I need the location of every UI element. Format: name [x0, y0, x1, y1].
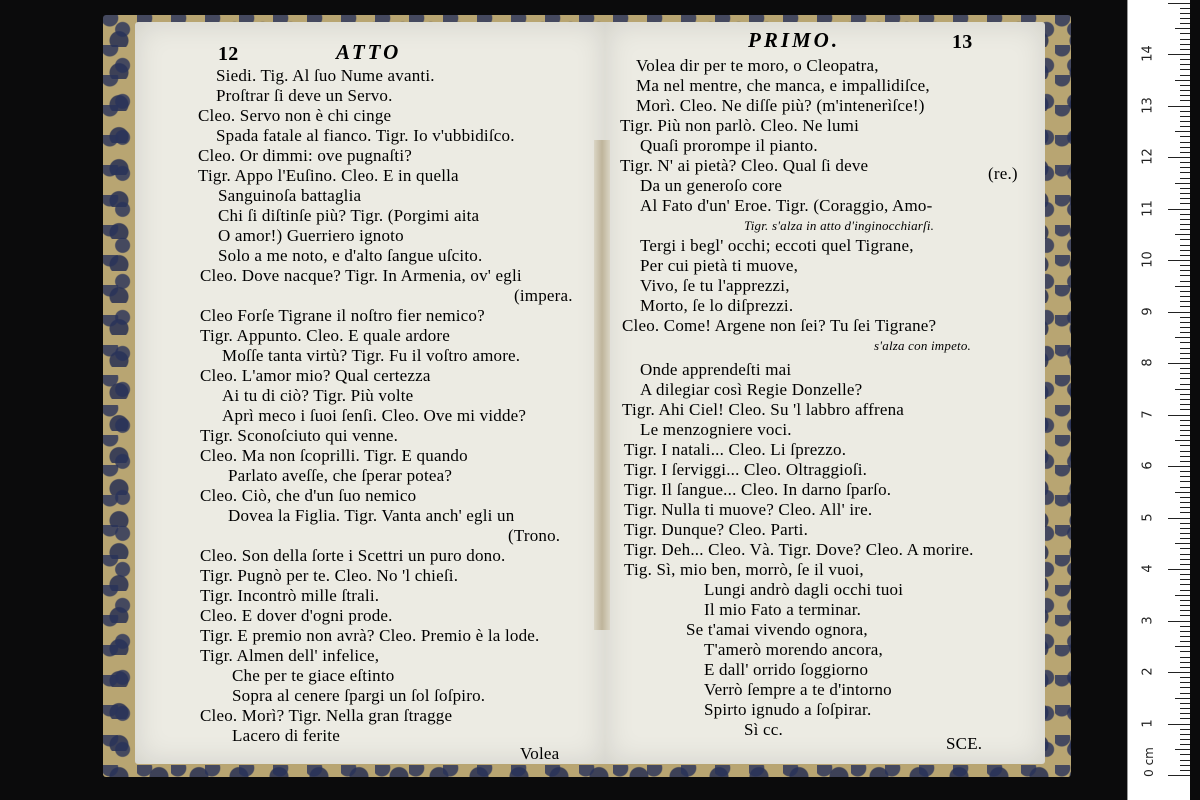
ruler-number: 4	[1140, 564, 1156, 573]
ruler-tick	[1180, 409, 1190, 410]
ruler-tick	[1180, 23, 1190, 24]
ruler-tick	[1180, 8, 1190, 9]
ruler-tick	[1180, 75, 1190, 76]
ruler-tick	[1180, 523, 1190, 524]
ruler-tick	[1180, 430, 1190, 431]
ruler-tick	[1175, 337, 1190, 338]
ruler-tick	[1180, 18, 1190, 19]
ruler-tick	[1180, 404, 1190, 405]
ruler-tick	[1180, 636, 1190, 637]
ruler-tick	[1180, 584, 1190, 585]
text-line: Tig. Sì, mio ben, morrò, ſe il vuoi,	[624, 560, 864, 579]
text-line: Tigr. Dunque? Cleo. Parti.	[624, 520, 809, 539]
ruler-tick	[1180, 564, 1190, 565]
text-line: Le menzogniere voci.	[640, 420, 792, 439]
ruler-tick	[1180, 610, 1190, 611]
ruler-tick	[1180, 59, 1190, 60]
ruler-tick	[1180, 245, 1190, 246]
text-line: (re.)	[988, 164, 1018, 183]
ruler-tick	[1180, 744, 1190, 745]
ruler-tick	[1180, 425, 1190, 426]
ruler-tick	[1180, 69, 1190, 70]
ruler-tick	[1180, 615, 1190, 616]
ruler-tick	[1180, 306, 1190, 307]
right-running-head: PRIMO.	[748, 28, 841, 52]
ruler-tick	[1180, 296, 1190, 297]
ruler-tick	[1180, 90, 1190, 91]
text-line: Tigr. Deh... Cleo. Và. Tigr. Dove? Cleo. A morire.	[624, 540, 974, 559]
text-line: Spirto ignudo a ſoſpirar.	[704, 700, 872, 719]
ruler-tick	[1180, 456, 1190, 457]
ruler-tick	[1180, 378, 1190, 379]
ruler-tick	[1180, 399, 1190, 400]
ruler-tick	[1180, 301, 1190, 302]
ruler-tick	[1180, 590, 1190, 591]
ruler-tick	[1180, 662, 1190, 663]
ruler-tick	[1180, 39, 1190, 40]
text-line: Tigr. Appunto. Cleo. E quale ardore	[200, 326, 451, 345]
ruler-tick	[1180, 579, 1190, 580]
ruler-tick	[1175, 80, 1190, 81]
text-line: Volea dir per te moro, o Cleopatra,	[636, 56, 879, 75]
text-line: Cleo. L'amor mio? Qual certezza	[200, 366, 431, 385]
ruler-tick	[1180, 198, 1190, 199]
ruler-tick	[1180, 708, 1190, 709]
ruler-tick	[1180, 651, 1190, 652]
text-line: Cleo. Servo non è chi cinge	[198, 106, 392, 125]
text-line: Cleo. Or dimmi: ove pugnaſti?	[198, 146, 413, 165]
ruler-tick	[1180, 327, 1190, 328]
ruler-number: 3	[1140, 615, 1156, 625]
text-line: Morì. Cleo. Ne diſſe più? (m'intenerìſce!)	[636, 96, 925, 115]
text-line: Aprì meco i ſuoi ſenſi. Cleo. Ove mi vidde?	[222, 406, 527, 425]
ruler-tick	[1168, 724, 1190, 725]
text-line: Dovea la Figlia. Tigr. Vanta anch' egli un	[228, 506, 515, 525]
catchword: Volea	[520, 744, 560, 763]
ruler-tick	[1180, 214, 1190, 215]
text-line: Vivo, ſe tu l'apprezzi,	[640, 276, 790, 295]
ruler-tick	[1168, 569, 1190, 570]
ruler-tick	[1180, 13, 1190, 14]
ruler-tick	[1180, 342, 1190, 343]
text-line: Tigr. Sconoſciuto qui venne.	[200, 426, 399, 445]
text-line: Lacero di ferite	[232, 726, 340, 745]
ruler-unit-label: 0 cm	[1141, 747, 1156, 777]
measurement-ruler	[1127, 0, 1190, 800]
ruler-tick	[1180, 255, 1190, 256]
ruler-tick	[1180, 718, 1190, 719]
ruler-tick	[1180, 548, 1190, 549]
ruler-tick	[1180, 250, 1190, 251]
text-line: (Trono.	[508, 526, 561, 545]
catchword: SCE.	[946, 734, 983, 753]
text-line: Cleo. E dover d'ogni prode.	[200, 606, 393, 625]
text-line: Tigr. Nulla ti muove? Cleo. All' ire.	[624, 500, 873, 519]
ruler-tick	[1180, 471, 1190, 472]
text-line: Tigr. I natali... Cleo. Li ſprezzo.	[624, 440, 847, 459]
text-line: Lungi andrò dagli occhi tuoi	[704, 580, 904, 599]
ruler-tick	[1180, 512, 1190, 513]
ruler-tick	[1180, 729, 1190, 730]
ruler-tick	[1175, 183, 1190, 184]
ruler-tick	[1175, 698, 1190, 699]
ruler-tick	[1175, 286, 1190, 287]
text-line: Tigr. Incontrò mille ſtrali.	[200, 586, 380, 605]
ruler-tick	[1180, 64, 1190, 65]
ruler-tick	[1180, 172, 1190, 173]
ruler-number: 11	[1140, 199, 1156, 217]
ruler-tick	[1180, 734, 1190, 735]
ruler-tick	[1180, 322, 1190, 323]
ruler-tick	[1180, 682, 1190, 683]
ruler-tick	[1180, 348, 1190, 349]
text-line: Tigr. Ahi Ciel! Cleo. Su 'l labbro affrena	[622, 400, 905, 419]
ruler-tick	[1175, 646, 1190, 647]
ruler-tick	[1180, 85, 1190, 86]
text-line: Il mio Fato a terminar.	[704, 600, 862, 619]
ruler-tick	[1168, 518, 1190, 519]
left-running-head: ATTO	[336, 40, 402, 64]
text-line: Da un generoſo core	[640, 176, 783, 195]
text-line: Cleo. Ciò, che d'un ſuo nemico	[200, 486, 417, 505]
ruler-tick	[1180, 677, 1190, 678]
text-line: Per cui pietà ti muove,	[640, 256, 799, 275]
text-line: Parlato aveſſe, che ſperar potea?	[228, 466, 453, 485]
ruler-tick	[1180, 667, 1190, 668]
ruler-tick	[1168, 54, 1190, 55]
ruler-tick	[1180, 121, 1190, 122]
ruler-number: 14	[1140, 45, 1156, 62]
text-line: Proſtrar ſi deve un Servo.	[216, 86, 393, 105]
ruler-tick	[1180, 100, 1190, 101]
text-line: Quaſi prorompe il pianto.	[640, 136, 818, 155]
text-line: Ai tu di ciò? Tigr. Più volte	[222, 386, 414, 405]
text-line: (impera.	[514, 286, 573, 305]
ruler-tick	[1180, 574, 1190, 575]
ruler-tick	[1180, 693, 1190, 694]
ruler-tick	[1180, 502, 1190, 503]
ruler-tick	[1180, 373, 1190, 374]
ruler-tick	[1180, 270, 1190, 271]
ruler-number: 12	[1140, 148, 1156, 165]
text-line: Tigr. Almen dell' infelice,	[200, 646, 380, 665]
ruler-tick	[1180, 533, 1190, 534]
ruler-tick	[1180, 631, 1190, 632]
ruler-tick	[1168, 3, 1190, 4]
ruler-tick	[1180, 435, 1190, 436]
ruler-tick	[1180, 559, 1190, 560]
text-line: Tigr. E premio non avrà? Cleo. Premio è la lode.	[200, 626, 540, 645]
ruler-number: 10	[1140, 251, 1156, 268]
ruler-number: 5	[1140, 512, 1156, 522]
ruler-tick	[1180, 353, 1190, 354]
ruler-tick	[1175, 749, 1190, 750]
ruler-tick	[1180, 754, 1190, 755]
ruler-tick	[1168, 363, 1190, 364]
text-line: Verrò ſempre a te d'intorno	[704, 680, 892, 699]
text-line: T'amerò morendo ancora,	[704, 640, 883, 659]
ruler-tick	[1175, 131, 1190, 132]
ruler-tick	[1168, 672, 1190, 673]
ruler-tick	[1180, 445, 1190, 446]
ruler-tick	[1180, 317, 1190, 318]
text-line: Se t'amai vivendo ognora,	[686, 620, 868, 639]
text-line: O amor!) Guerriero ignoto	[218, 226, 404, 245]
text-line: Tigr. Il ſangue... Cleo. In darno ſparſo.	[624, 480, 892, 499]
text-line: Cleo. Come! Argene non ſei? Tu ſei Tigrane?	[622, 316, 937, 335]
text-line: Sopra al cenere ſpargi un ſol ſoſpiro.	[232, 686, 486, 705]
ruler-number: 13	[1140, 96, 1156, 114]
ruler-tick	[1180, 626, 1190, 627]
ruler-tick	[1180, 49, 1190, 50]
ruler-tick	[1180, 394, 1190, 395]
ruler-tick	[1180, 265, 1190, 266]
text-line: Sanguinoſa battaglia	[218, 186, 362, 205]
ruler-tick	[1180, 600, 1190, 601]
ruler-tick	[1180, 142, 1190, 143]
text-line: Al Fato d'un' Eroe. Tigr. (Coraggio, Amo-	[640, 196, 933, 215]
text-line: Onde apprendeſti mai	[640, 360, 792, 379]
ruler-tick	[1180, 487, 1190, 488]
ruler-tick	[1180, 219, 1190, 220]
text-line: Solo a me noto, e d'alto ſangue uſcito.	[218, 246, 483, 265]
ruler-tick	[1168, 312, 1190, 313]
ruler-tick	[1180, 224, 1190, 225]
ruler-tick	[1180, 703, 1190, 704]
ruler-tick	[1180, 203, 1190, 204]
ruler-number: 6	[1140, 461, 1156, 470]
ruler-tick	[1180, 420, 1190, 421]
ruler-tick	[1180, 229, 1190, 230]
ruler-tick	[1180, 162, 1190, 163]
text-line: Sì cc.	[744, 720, 783, 739]
ruler-tick	[1180, 332, 1190, 333]
ruler-tick	[1175, 234, 1190, 235]
ruler-tick	[1175, 440, 1190, 441]
ruler-tick	[1180, 451, 1190, 452]
ruler-number: 2	[1140, 667, 1156, 676]
ruler-tick	[1168, 260, 1190, 261]
ruler-tick	[1175, 595, 1190, 596]
ruler-tick	[1180, 178, 1190, 179]
ruler-tick	[1180, 481, 1190, 482]
ruler-tick	[1180, 605, 1190, 606]
ruler-tick	[1180, 461, 1190, 462]
ruler-tick	[1168, 157, 1190, 158]
text-line: Spada fatale al fianco. Tigr. Io v'ubbidiſco.	[216, 126, 515, 145]
ruler-tick	[1180, 95, 1190, 96]
ruler-tick	[1180, 358, 1190, 359]
text-line: Cleo Forſe Tigrane il noſtro fier nemico?	[200, 306, 485, 325]
ruler-tick	[1180, 275, 1190, 276]
text-line: Tigr. N' ai pietà? Cleo. Qual ſi deve	[620, 156, 869, 175]
book-gutter	[594, 140, 610, 630]
ruler-tick	[1180, 760, 1190, 761]
ruler-tick	[1180, 167, 1190, 168]
stage-direction: s'alza con impeto.	[874, 338, 972, 353]
text-line: Tigr. Appo l'Euſino. Cleo. E in quella	[198, 166, 459, 185]
ruler-tick	[1180, 739, 1190, 740]
ruler-tick	[1180, 476, 1190, 477]
ruler-tick	[1180, 33, 1190, 34]
ruler-tick	[1180, 384, 1190, 385]
ruler-tick	[1180, 188, 1190, 189]
text-line: Moſſe tanta virtù? Tigr. Fu il voſtro amore.	[222, 346, 521, 365]
ruler-tick	[1175, 492, 1190, 493]
ruler-tick	[1180, 538, 1190, 539]
ruler-tick	[1180, 291, 1190, 292]
ruler-tick	[1180, 116, 1190, 117]
text-line: Ma nel mentre, che manca, e impallidiſce,	[636, 76, 930, 95]
ruler-tick	[1180, 554, 1190, 555]
text-line: Tigr. Più non parlò. Cleo. Ne lumi	[620, 116, 859, 135]
left-page-number: 12	[218, 43, 239, 65]
ruler-number: 1	[1140, 718, 1156, 728]
ruler-tick	[1180, 641, 1190, 642]
ruler-tick	[1180, 497, 1190, 498]
ruler-tick	[1180, 136, 1190, 137]
ruler-number: 8	[1140, 358, 1156, 367]
text-line: E dall' orrido ſoggiorno	[704, 660, 869, 679]
ruler-tick	[1180, 126, 1190, 127]
ruler-tick	[1168, 621, 1190, 622]
ruler-tick	[1180, 368, 1190, 369]
ruler-tick	[1180, 770, 1190, 771]
ruler-tick	[1180, 687, 1190, 688]
ruler-tick	[1180, 713, 1190, 714]
text-line: Morto, ſe lo diſprezzi.	[640, 296, 794, 315]
text-line: A dilegiar così Regie Donzelle?	[640, 380, 863, 399]
stage-direction: Tigr. s'alza in atto d'inginocchiarſi.	[744, 218, 935, 233]
ruler-tick	[1180, 657, 1190, 658]
ruler-tick	[1180, 281, 1190, 282]
right-page-number: 13	[952, 31, 973, 53]
ruler-tick	[1180, 147, 1190, 148]
text-line: Tigr. I ſerviggi... Cleo. Oltraggioſi.	[624, 460, 868, 479]
text-line: Cleo. Son della ſorte i Scettri un puro dono.	[200, 546, 506, 565]
ruler-tick	[1180, 239, 1190, 240]
ruler-tick	[1175, 28, 1190, 29]
ruler-tick	[1180, 44, 1190, 45]
ruler-tick	[1168, 775, 1190, 776]
ruler-number: 9	[1140, 306, 1156, 316]
ruler-tick	[1168, 415, 1190, 416]
ruler-tick	[1175, 389, 1190, 390]
text-line: Che per te giace eſtinto	[232, 666, 395, 685]
ruler-tick	[1180, 507, 1190, 508]
ruler-tick	[1168, 106, 1190, 107]
text-line: Tigr. Pugnò per te. Cleo. No 'l chieſi.	[200, 566, 459, 585]
ruler-tick	[1168, 466, 1190, 467]
ruler-number: 7	[1140, 409, 1156, 419]
text-line: Tergi i begl' occhi; eccoti quel Tigrane,	[640, 236, 914, 255]
ruler-tick	[1180, 193, 1190, 194]
text-line: Cleo. Ma non ſcoprilli. Tigr. E quando	[200, 446, 468, 465]
text-line: Siedi. Tig. Al ſuo Nume avanti.	[216, 66, 435, 85]
ruler-tick	[1180, 528, 1190, 529]
ruler-tick	[1180, 765, 1190, 766]
ruler-tick	[1168, 209, 1190, 210]
text-line: Cleo. Morì? Tigr. Nella gran ſtragge	[200, 706, 453, 725]
ruler-tick	[1180, 111, 1190, 112]
ruler-tick	[1180, 152, 1190, 153]
text-line: Cleo. Dove nacque? Tigr. In Armenia, ov' egli	[200, 266, 522, 285]
ruler-tick	[1175, 543, 1190, 544]
text-line: Chi ſi diſtinſe più? Tigr. (Porgimi aita	[218, 206, 480, 225]
